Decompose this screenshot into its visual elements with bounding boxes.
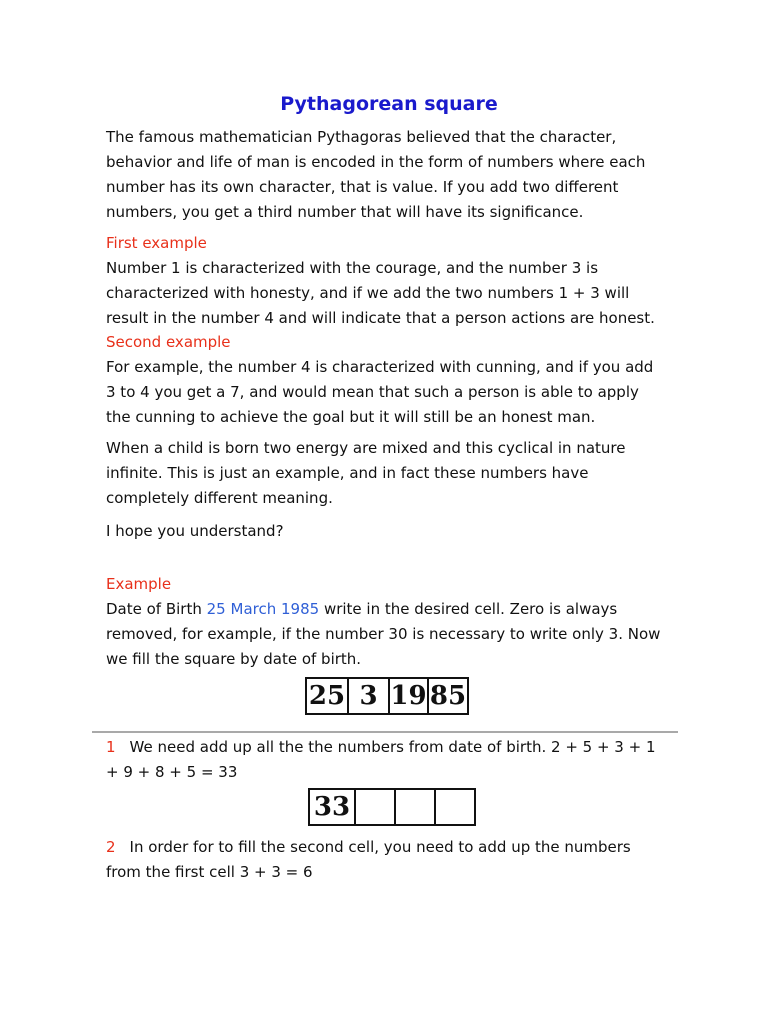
intro-line: behavior and life of man is encoded in the form of numbers where each [106, 153, 646, 171]
date-cell: 85 [429, 681, 467, 711]
step-2-line: from the first cell 3 + 3 = 6 [106, 863, 313, 881]
step-1-number: 1 [106, 738, 116, 756]
step-2-number: 2 [106, 838, 116, 856]
step-1-line [106, 735, 696, 760]
example-paragraph [106, 597, 696, 672]
intro-line: The famous mathematician Pythagoras believed that the character, [106, 128, 617, 146]
divider [92, 731, 678, 733]
second-example-heading: Second example [106, 333, 231, 351]
step-1-line: + 9 + 8 + 5 = 33 [106, 763, 238, 781]
date-cell: 3 [349, 679, 390, 713]
second-example-line: the cunning to achieve the goal but it will still be an honest man. [106, 408, 596, 426]
second-example-paragraph [106, 355, 696, 430]
dob-line [106, 597, 696, 622]
sum-cell [356, 790, 396, 824]
second-example-line: For example, the number 4 is characterized with cunning, and if you add [106, 358, 654, 376]
example-heading: Example [106, 575, 172, 593]
first-example-line: Number 1 is characterized with the courage, and the number 3 is [106, 259, 599, 277]
nature-paragraph [106, 436, 696, 511]
example-line: removed, for example, if the number 30 is necessary to write only 3. Now [106, 625, 661, 643]
second-example-line: 3 to 4 you get a 7, and would mean that such a person is able to apply [106, 383, 639, 401]
intro-line: number has its own character, that is value. If you add two different [106, 178, 619, 196]
hope-line: I hope you understand? [106, 522, 284, 540]
nature-line: infinite. This is just an example, and in fact these numbers have [106, 464, 589, 482]
first-example-paragraph [106, 256, 696, 331]
step-2-line [106, 835, 696, 860]
step-1-text: We need add up all the the numbers from date of birth. 2 + 5 + 3 + 1 [129, 738, 656, 756]
date-cell: 25 [307, 679, 349, 713]
first-example-heading: First example [106, 234, 207, 252]
page-title: Pythagorean square [280, 93, 498, 115]
sum-cell [436, 790, 474, 824]
sum-boxes [308, 788, 476, 826]
dob-prefix: Date of Birth [106, 600, 207, 618]
first-example-line: result in the number 4 and will indicate that a person actions are honest. [106, 309, 655, 327]
dob-value: 25 March 1985 [206, 600, 320, 618]
step-2-paragraph [106, 835, 696, 885]
nature-line: When a child is born two energy are mixed and this cyclical in nature [106, 439, 626, 457]
sum-cell [396, 790, 436, 824]
hope-paragraph [106, 519, 696, 544]
first-example-line: characterized with honesty, and if we add the two numbers 1 + 3 will [106, 284, 630, 302]
intro-line: numbers, you get a third number that will have its significance. [106, 203, 584, 221]
sum-cell: 33 [310, 790, 356, 824]
nature-line: completely different meaning. [106, 489, 333, 507]
step-2-text: In order for to fill the second cell, you need to add up the numbers [129, 838, 631, 856]
example-line: we fill the square by date of birth. [106, 650, 362, 668]
intro-paragraph [106, 125, 696, 225]
dob-suffix: write in the desired cell. Zero is always [319, 600, 618, 618]
step-1-paragraph [106, 735, 696, 785]
date-cell: 19 [390, 679, 429, 713]
date-of-birth-boxes [305, 677, 469, 715]
